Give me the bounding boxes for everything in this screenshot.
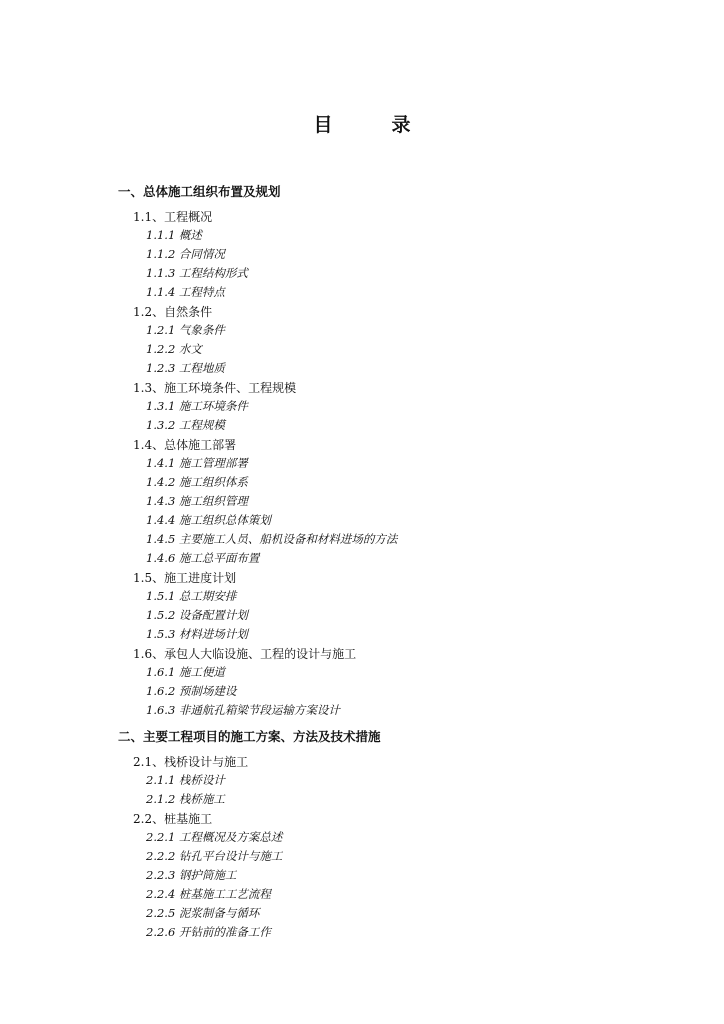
toc-subsection-entry: 2.1.1 栈桥设计 [146, 773, 225, 787]
toc-subsection-entry: 1.4.5 主要施工人员、船机设备和材料进场的方法 [146, 532, 398, 546]
toc-subsection-entry: 1.4.3 施工组织管理 [146, 494, 248, 508]
toc-subsection-entry: 2.2.6 开钻前的准备工作 [146, 925, 271, 939]
toc-section-entry: 2.1、栈桥设计与施工 [133, 755, 249, 769]
toc-subsection-entry: 1.5.1 总工期安排 [146, 589, 237, 603]
toc-subsection-entry: 1.3.2 工程规模 [146, 418, 225, 432]
toc-subsection-entry: 2.2.3 钢护筒施工 [146, 868, 237, 882]
toc-subsection-entry: 2.1.2 栈桥施工 [146, 792, 225, 806]
toc-subsection-entry: 1.2.1 气象条件 [146, 323, 225, 337]
toc-section-entry: 1.4、总体施工部署 [133, 438, 237, 452]
toc-subsection-entry: 1.5.3 材料进场计划 [146, 627, 248, 641]
toc-subsection-entry: 2.2.5 泥浆制备与循环 [146, 906, 260, 920]
toc-section-entry: 1.3、施工环境条件、工程规模 [133, 381, 297, 395]
toc-section-entry: 2.2、桩基施工 [133, 812, 213, 826]
toc-subsection-entry: 1.4.6 施工总平面布置 [146, 551, 260, 565]
toc-subsection-entry: 1.6.3 非通航孔箱梁节段运输方案设计 [146, 703, 340, 717]
toc-section-entry: 1.1、工程概况 [133, 210, 213, 224]
toc-subsection-entry: 1.2.3 工程地质 [146, 361, 225, 375]
toc-section-entry: 1.2、自然条件 [133, 305, 213, 319]
toc-chapter-heading: 一、总体施工组织布置及规划 [118, 184, 281, 199]
toc-subsection-entry: 1.1.4 工程特点 [146, 285, 225, 299]
toc-subsection-entry: 1.4.4 施工组织总体策划 [146, 513, 271, 527]
toc-subsection-entry: 1.1.3 工程结构形式 [146, 266, 248, 280]
toc-subsection-entry: 1.4.1 施工管理部署 [146, 456, 248, 470]
toc-subsection-entry: 1.3.1 施工环境条件 [146, 399, 248, 413]
toc-subsection-entry: 1.5.2 设备配置计划 [146, 608, 248, 622]
toc-section-entry: 1.5、施工进度计划 [133, 571, 237, 585]
toc-subsection-entry: 2.2.1 工程概况及方案总述 [146, 830, 283, 844]
toc-subsection-entry: 1.4.2 施工组织体系 [146, 475, 248, 489]
toc-section-entry: 1.6、承包人大临设施、工程的设计与施工 [133, 647, 357, 661]
toc-title: 目 录 [313, 114, 431, 136]
toc-subsection-entry: 2.2.2 钻孔平台设计与施工 [146, 849, 283, 863]
toc-chapter-heading: 二、主要工程项目的施工方案、方法及技术措施 [118, 729, 381, 744]
toc-subsection-entry: 1.6.2 预制场建设 [146, 684, 237, 698]
toc-subsection-entry: 2.2.4 桩基施工工艺流程 [146, 887, 271, 901]
toc-subsection-entry: 1.1.2 合同情况 [146, 247, 225, 261]
toc-subsection-entry: 1.1.1 概述 [146, 228, 202, 242]
toc-subsection-entry: 1.6.1 施工便道 [146, 665, 225, 679]
toc-subsection-entry: 1.2.2 水文 [146, 342, 202, 356]
